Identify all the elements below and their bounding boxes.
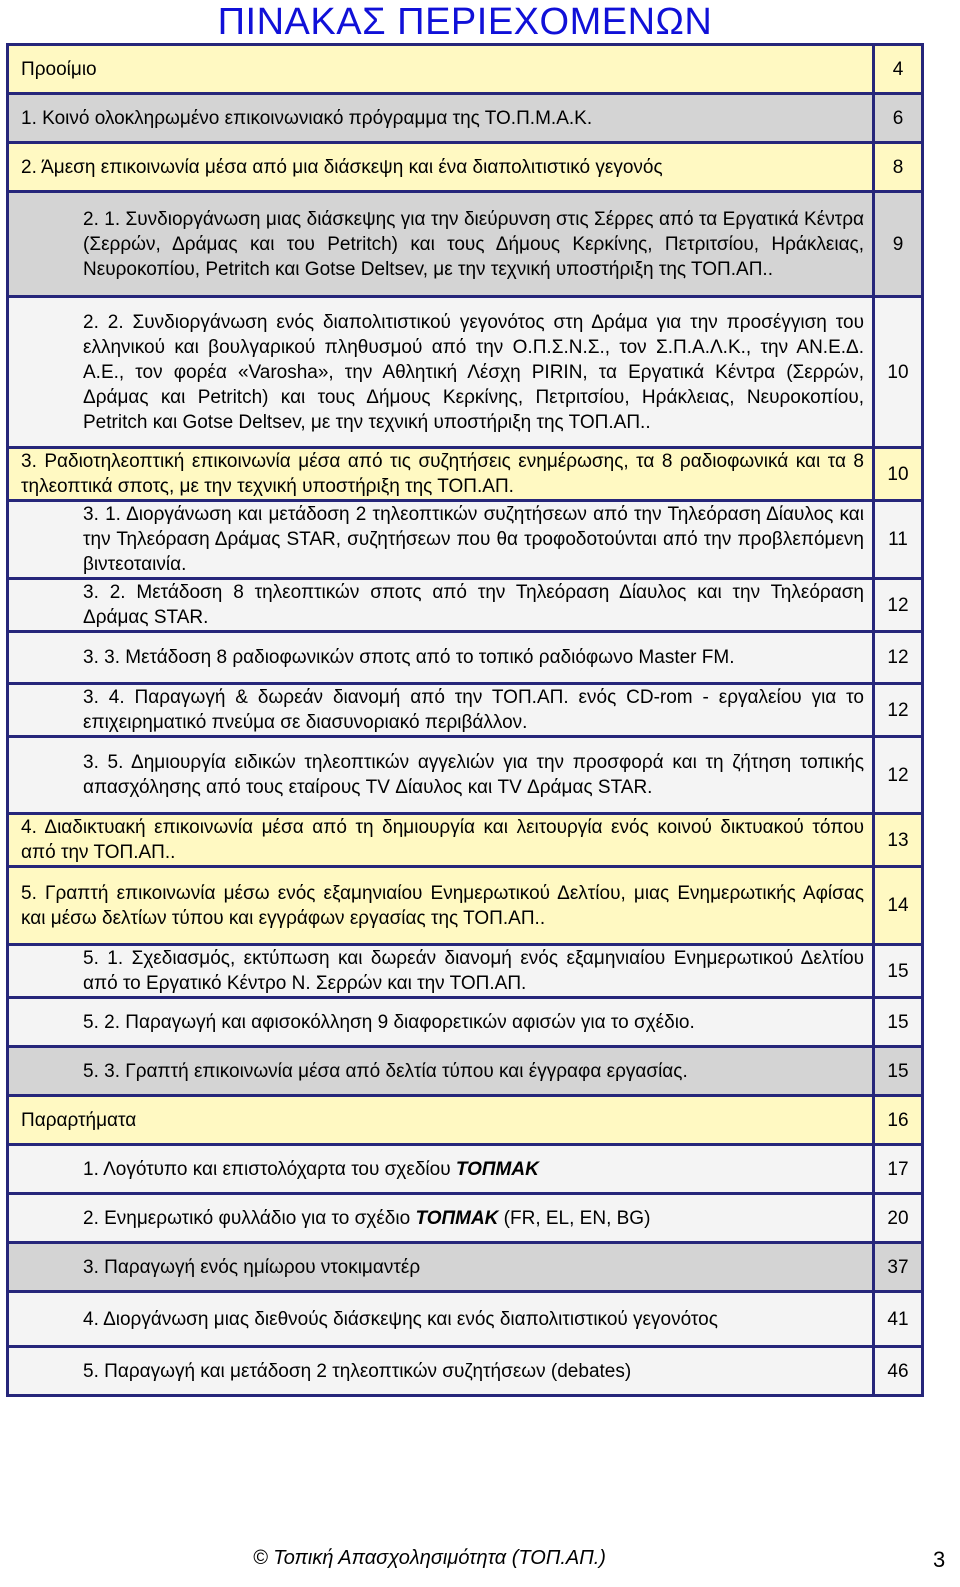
toc-entry: 2. 1. Συνδιοργάνωση μιας διάσκεψης για την διεύρυνση στις Σέρρες από τα Εργατικά Κέντρα (Σερρών, Δράμας και του Petritch) και τους Δήμους Κερκίνης, Πετριτσίου, Ηράκλειας, Νευροκοπίου, Petritch και Gotse Deltsev, με την τεχνική υποστήριξη της ΤΟΠ.ΑΠ.. bbox=[9, 193, 872, 295]
toc-page: 12 bbox=[875, 580, 921, 630]
toc-entry: 3. 5. Δημιουργία ειδικών τηλεοπτικών αγγελιών για την προσφορά και τη ζήτηση τοπικής απασχόλησης από τους εταίρους TV Δίαυλος και TV Δράμας STAR. bbox=[9, 738, 872, 812]
toc-row[interactable] bbox=[9, 1348, 921, 1394]
page-number: 3 bbox=[933, 1547, 946, 1572]
project-name: ΤΟΠΜΑΚ bbox=[455, 1158, 539, 1180]
toc-row[interactable] bbox=[9, 449, 921, 499]
toc-page: 4 bbox=[875, 46, 921, 92]
toc-row[interactable] bbox=[9, 580, 921, 630]
toc-entry: Παραρτήματα bbox=[9, 1097, 872, 1143]
entry-text: 1. Λογότυπο και επιστολόχαρτα του σχεδίου bbox=[83, 1158, 456, 1180]
toc-page: 10 bbox=[875, 298, 921, 446]
toc-page: 10 bbox=[875, 449, 921, 499]
toc-entry: 3. 1. Διοργάνωση και μετάδοση 2 τηλεοπτικών συζητήσεων από την Τηλεόραση Δίαυλος και την Τηλεόραση Δράμας STAR, συζητήσεων που θα τροφοδοτούνται από την προβλεπόμενη βιντεοταινία. bbox=[9, 502, 872, 577]
toc-page: 12 bbox=[875, 633, 921, 682]
toc-row[interactable] bbox=[9, 1097, 921, 1143]
toc-page: 16 bbox=[875, 1097, 921, 1143]
toc-entry: 3. 3. Μετάδοση 8 ραδιοφωνικών σποτς από το τοπικό ραδιόφωνο Master FM. bbox=[9, 633, 872, 682]
toc-row[interactable] bbox=[9, 1146, 921, 1192]
toc-page: 17 bbox=[875, 1146, 921, 1192]
toc-entry: 1. Κοινό ολοκληρωμένο επικοινωνιακό πρόγραμμα της ΤΟ.Π.Μ.Α.Κ. bbox=[9, 95, 872, 141]
toc-row[interactable] bbox=[9, 685, 921, 735]
toc-page: 15 bbox=[875, 999, 921, 1045]
toc-entry: 4. Διοργάνωση μιας διεθνούς διάσκεψης και ενός διαπολιτιστικού γεγονότος bbox=[9, 1293, 872, 1345]
entry-text: (FR, EL, EN, BG) bbox=[498, 1207, 651, 1229]
toc-row[interactable] bbox=[9, 946, 921, 996]
toc-row[interactable] bbox=[9, 502, 921, 577]
toc-entry: 4. Διαδικτυακή επικοινωνία μέσα από τη δημιουργία και λειτουργία ενός κοινού δικτυακού τόπου από την ΤΟΠ.ΑΠ.. bbox=[9, 815, 872, 865]
toc-entry: 5. 1. Σχεδιασμός, εκτύπωση και δωρεάν διανομή ενός εξαμηνιαίου Ενημερωτικού Δελτίου από το Εργατικό Κέντρο Ν. Σερρών και την ΤΟΠ.ΑΠ. bbox=[9, 946, 872, 996]
page-title: ΠΙΝΑΚΑΣ ΠΕΡΙΕΧΟΜΕΝΩΝ bbox=[217, 1, 713, 43]
toc-entry: 5. Παραγωγή και μετάδοση 2 τηλεοπτικών συζητήσεων (debates) bbox=[9, 1348, 872, 1394]
toc-row[interactable] bbox=[9, 999, 921, 1045]
toc-page: 12 bbox=[875, 685, 921, 735]
toc-row[interactable] bbox=[9, 144, 921, 190]
toc-row[interactable] bbox=[9, 1293, 921, 1345]
toc-entry: 2. Άμεση επικοινωνία μέσα από μια διάσκεψη και ένα διαπολιτιστικό γεγονός bbox=[9, 144, 872, 190]
toc-row[interactable] bbox=[9, 633, 921, 682]
toc-entry: 3. 4. Παραγωγή & δωρεάν διανομή από την ΤΟΠ.ΑΠ. ενός CD-rom - εργαλείου για το επιχειρηματικό πνεύμα σε διασυνοριακό περιβάλλον. bbox=[9, 685, 872, 735]
toc-entry: 3. Παραγωγή ενός ημίωρου ντοκιμαντέρ bbox=[9, 1244, 872, 1290]
toc-row[interactable] bbox=[9, 738, 921, 812]
toc-entry: 3. Ραδιοτηλεοπτική επικοινωνία μέσα από τις συζητήσεις ενημέρωσης, τα 8 ραδιοφωνικά και τα 8 τηλεοπτικά σποτς, με την τεχνική υποστήριξη της ΤΟΠ.ΑΠ. bbox=[9, 449, 872, 499]
toc-entry: 5. 2. Παραγωγή και αφισοκόλληση 9 διαφορετικών αφισών για το σχέδιο. bbox=[9, 999, 872, 1045]
toc-table bbox=[6, 43, 924, 1397]
toc-page: 11 bbox=[875, 502, 921, 577]
page-footer bbox=[0, 1543, 960, 1573]
toc-page: 12 bbox=[875, 738, 921, 812]
toc-row[interactable] bbox=[9, 868, 921, 943]
toc-entry: 5. 3. Γραπτή επικοινωνία μέσα από δελτία τύπου και έγγραφα εργασίας. bbox=[9, 1048, 872, 1094]
toc-page: 41 bbox=[875, 1293, 921, 1345]
toc-entry: Προοίμιο bbox=[9, 46, 872, 92]
toc-page: 13 bbox=[875, 815, 921, 865]
toc-page: 14 bbox=[875, 868, 921, 943]
toc-entry bbox=[9, 1195, 872, 1241]
toc-row[interactable] bbox=[9, 95, 921, 141]
toc-row[interactable] bbox=[9, 1195, 921, 1241]
toc-page: 9 bbox=[875, 193, 921, 295]
toc-row[interactable] bbox=[9, 1244, 921, 1290]
toc-entry: 3. 2. Μετάδοση 8 τηλεοπτικών σποτς από την Τηλεόραση Δίαυλος και την Τηλεόραση Δράμας STAR. bbox=[9, 580, 872, 630]
toc-entry bbox=[9, 1146, 872, 1192]
toc-page: 20 bbox=[875, 1195, 921, 1241]
toc-page: 8 bbox=[875, 144, 921, 190]
footer-text: © Τοπική Απασχολησιμότητα (ΤΟΠ.ΑΠ.) bbox=[253, 1547, 606, 1569]
toc-row[interactable] bbox=[9, 1048, 921, 1094]
toc-row[interactable] bbox=[9, 298, 921, 446]
toc-page: 15 bbox=[875, 1048, 921, 1094]
toc-page: 46 bbox=[875, 1348, 921, 1394]
toc-page: 6 bbox=[875, 95, 921, 141]
toc-row[interactable] bbox=[9, 193, 921, 295]
toc-row[interactable] bbox=[9, 815, 921, 865]
toc-row[interactable] bbox=[9, 46, 921, 92]
toc-entry: 2. 2. Συνδιοργάνωση ενός διαπολιτιστικού γεγονότος στη Δράμα για την προσέγγιση του ελληνικού και βουλγαρικού πληθυσμού από την Ο.Π.Σ.Ν.Σ., τον Σ.Π.Α.Λ.Κ., την ΑΝ.Ε.Δ. Α.Ε., τον φορέα «Varosha», την Αθλητική Λέσχη PIRIN, τα Εργατικά Κέντρα (Σερρών, Δράμας και Petritch) και τους Δήμους Κερκίνης, Πετριτσίου, Ηράκλειας, Νευροκοπίου, Petritch και Gotse Deltsev, με την τεχνική υποστήριξη της ΤΟΠ.ΑΠ.. bbox=[9, 298, 872, 446]
entry-text: 2. Ενημερωτικό φυλλάδιο για το σχέδιο bbox=[83, 1207, 416, 1229]
project-name: ΤΟΠΜΑΚ bbox=[415, 1207, 499, 1229]
toc-page: 15 bbox=[875, 946, 921, 996]
toc-entry: 5. Γραπτή επικοινωνία μέσω ενός εξαμηνιαίου Ενημερωτικού Δελτίου, μιας Ενημερωτικής Αφίσας και μέσω δελτίων τύπου και εγγράφων εργασίας της ΤΟΠ.ΑΠ.. bbox=[9, 868, 872, 943]
toc-page: 37 bbox=[875, 1244, 921, 1290]
